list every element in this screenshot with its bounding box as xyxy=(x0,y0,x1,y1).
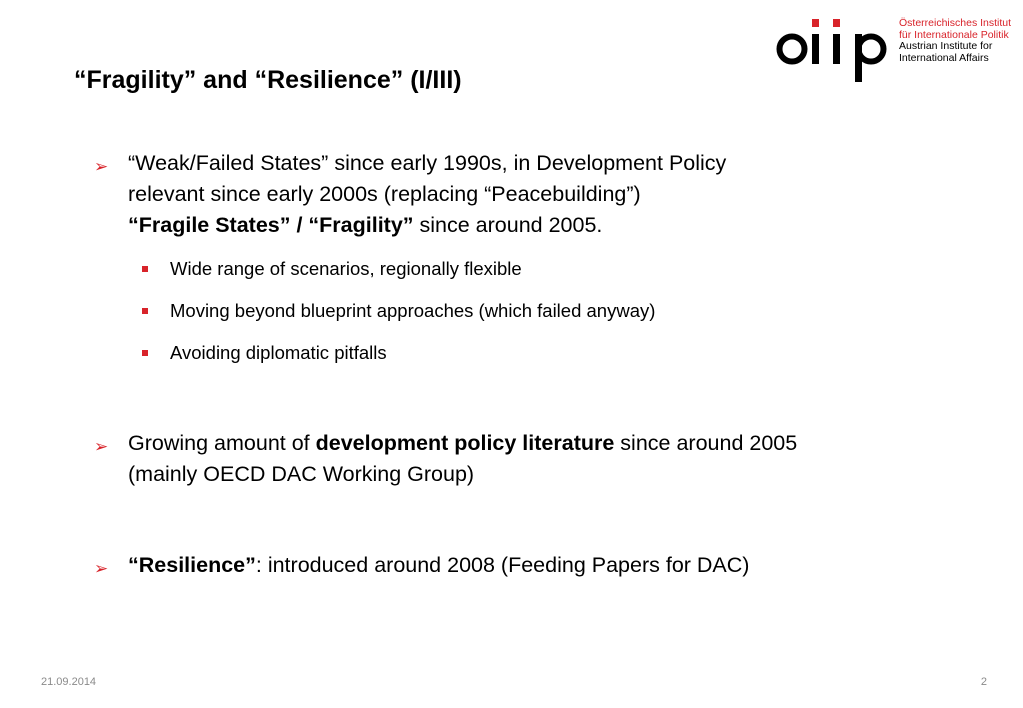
arrow-bullet-icon: ➢ xyxy=(94,157,109,176)
bold-term: “Resilience” xyxy=(128,553,256,577)
bullet-line: relevant since early 2000s (replacing “Peacebuilding”) xyxy=(128,182,641,206)
logo-text xyxy=(899,18,1011,64)
bullet-text xyxy=(128,428,994,490)
square-bullet-icon xyxy=(142,266,148,272)
bullet-post: since around 2005 xyxy=(614,431,798,455)
arrow-bullet-icon: ➢ xyxy=(94,559,109,578)
bullet-line xyxy=(128,550,994,581)
bullet-text xyxy=(128,148,994,241)
sub-bullet xyxy=(142,341,387,365)
oiip-logo xyxy=(776,13,1016,85)
bullet-line: “Weak/Failed States” since early 1990s, in Development Policy xyxy=(128,151,727,175)
bold-term: “Fragile States” / “Fragility” xyxy=(128,213,414,237)
bullet-line: (mainly OECD DAC Working Group) xyxy=(128,462,475,486)
logo-line-2: für Internationale Politik xyxy=(899,28,1009,41)
page-number: 2 xyxy=(980,676,987,688)
arrow-bullet-icon: ➢ xyxy=(94,437,109,456)
bullet-resilience xyxy=(94,550,994,581)
bullet-policy-literature xyxy=(94,428,994,490)
bullet-post: : introduced around 2008 (Feeding Papers for DAC) xyxy=(255,553,750,577)
square-bullet-icon xyxy=(142,350,148,356)
sub-bullet xyxy=(142,299,655,323)
square-bullet-icon xyxy=(142,308,148,314)
logo-line-3: Austrian Institute for xyxy=(899,40,993,52)
sub-bullet xyxy=(142,257,522,281)
bullet-weak-failed-states xyxy=(94,148,994,241)
bullet-line-rest: since around 2005. xyxy=(413,213,603,237)
oiip-logo-mark xyxy=(776,13,894,85)
sub-bullet-text: Wide range of scenarios, regionally flexible xyxy=(170,258,522,279)
bold-term: development policy literature xyxy=(315,431,615,455)
footer-date: 21.09.2014 xyxy=(41,676,97,688)
sub-bullet-text: Avoiding diplomatic pitfalls xyxy=(170,342,387,363)
logo-line-1: Österreichisches Institut xyxy=(899,17,1012,29)
sub-bullet-text: Moving beyond blueprint approaches (which failed anyway) xyxy=(170,300,656,321)
slide-title: “Fragility” and “Resilience” (I/III) xyxy=(74,66,462,94)
bullet-line xyxy=(128,428,994,459)
bullet-line xyxy=(128,210,994,241)
logo-line-4: International Affairs xyxy=(899,51,989,64)
bullet-pre: Growing amount of xyxy=(128,431,316,455)
bullet-text xyxy=(128,550,994,581)
